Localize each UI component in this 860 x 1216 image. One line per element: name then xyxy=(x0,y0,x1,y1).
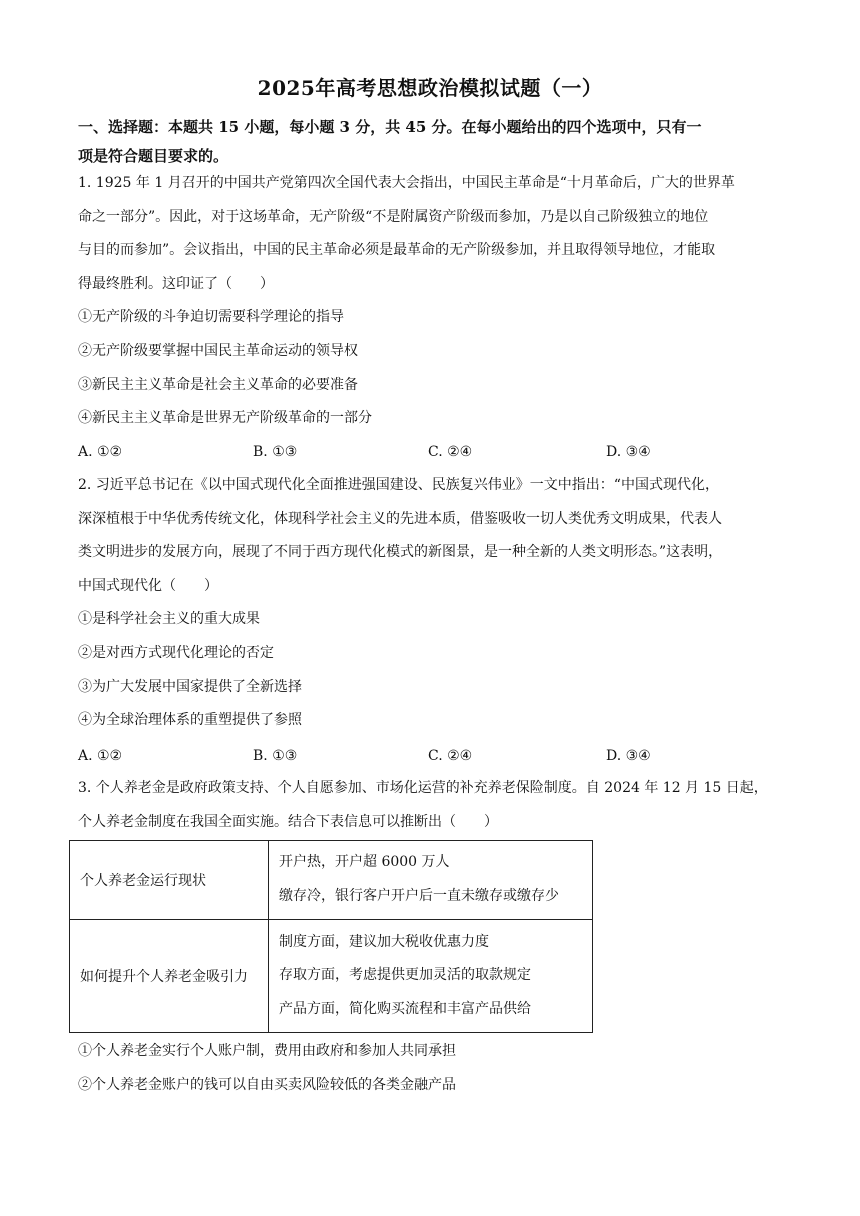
question-3-item: ①个人养老金实行个人账户制，费用由政府和参加人共同承担 xyxy=(78,1043,456,1059)
table-row-label: 如何提升个人养老金吸引力 xyxy=(70,920,269,1033)
option-c[interactable]: C. ②④ xyxy=(428,444,473,460)
question-2-item: ②是对西方式现代化理论的否定 xyxy=(78,644,274,661)
table-row xyxy=(70,841,593,920)
question-3 xyxy=(78,772,790,839)
question-1-stem-line: 命之一部分”。因此，对于这场革命，无产阶级“不是附属资产阶级而参加，乃是以自己阶级独立的地位 xyxy=(78,208,709,225)
table-cell-line: 产品方面，简化购买流程和丰富产品供给 xyxy=(279,1000,531,1017)
table-cell-line: 制度方面，建议加大税收优惠力度 xyxy=(279,933,489,950)
section-heading-line: 项是符合题目要求的。 xyxy=(78,147,229,165)
question-2-options xyxy=(78,739,790,773)
question-1-item: ④新民主主义革命是世界无产阶级革命的一部分 xyxy=(78,410,372,427)
question-1 xyxy=(78,167,790,436)
question-2-item: ①是科学社会主义的重大成果 xyxy=(78,611,260,628)
question-2-item: ④为全球治理体系的重塑提供了参照 xyxy=(78,712,302,729)
question-1-options xyxy=(78,435,790,469)
table-cell-line: 开户热，开户超 6000 万人 xyxy=(279,854,450,871)
option-d[interactable]: D. ③④ xyxy=(606,748,651,764)
question-1-stem-line: 与目的而参加”。会议指出，中国的民主革命必须是最革命的无产阶级参加，并且取得领导地位，才能取 xyxy=(78,242,716,259)
question-2-item: ③为广大发展中国家提供了全新选择 xyxy=(78,678,302,695)
question-1-stem-line: 得最终胜利。这印证了（ ） xyxy=(78,275,274,292)
question-3-item: ②个人养老金账户的钱可以自由买卖风险较低的各类金融产品 xyxy=(78,1076,456,1093)
question-3-stem-line: 3. 个人养老金是政府政策支持、个人自愿参加、市场化运营的补充养老保险制度。自 2024 年 12 月 15 日起， xyxy=(78,780,768,796)
section-heading xyxy=(78,113,790,171)
option-a[interactable]: A. ①② xyxy=(78,444,123,460)
question-2-stem-line: 类文明进步的发展方向，展现了不同于西方现代化模式的新图景，是一种全新的人类文明形态。”这表明， xyxy=(78,544,723,561)
table-row-content xyxy=(269,841,593,920)
option-b[interactable]: B. ①③ xyxy=(253,748,298,764)
question-2-stem-line: 深深植根于中华优秀传统文化，体现科学社会主义的先进本质，借鉴吸收一切人类优秀文明成果，代表人 xyxy=(78,510,722,527)
question-1-item: ①无产阶级的斗争迫切需要科学理论的指导 xyxy=(78,309,344,326)
option-d[interactable]: D. ③④ xyxy=(606,444,651,460)
question-2-stem-line: 中国式现代化（ ） xyxy=(78,577,218,594)
question-3-items xyxy=(78,1035,790,1102)
option-c[interactable]: C. ②④ xyxy=(428,748,473,764)
question-2 xyxy=(78,469,790,738)
question-1-item: ③新民主主义革命是社会主义革命的必要准备 xyxy=(78,376,358,393)
option-a[interactable]: A. ①② xyxy=(78,748,123,764)
question-2-stem-line: 2. 习近平总书记在《以中国式现代化全面推进强国建设、民族复兴伟业》一文中指出：“中国式现代化， xyxy=(78,477,719,493)
table-cell-line: 缴存冷，银行客户开户后一直未缴存或缴存少 xyxy=(279,888,559,904)
table-row-content xyxy=(269,920,593,1033)
table-cell-line: 存取方面，考虑提供更加灵活的取款规定 xyxy=(279,967,531,984)
table-row-label: 个人养老金运行现状 xyxy=(70,841,269,920)
section-heading-line: 一、选择题：本题共 15 小题，每小题 3 分，共 45 分。在每小题给出的四个选项中，只有一 xyxy=(78,118,702,136)
page-title: 2025年高考思想政治模拟试题（一） xyxy=(257,76,603,100)
question-1-stem-line: 1. 1925 年 1 月召开的中国共产党第四次全国代表大会指出，中国民主革命是“十月革命后，广大的世界革 xyxy=(78,175,735,191)
pension-info-table xyxy=(69,840,593,1033)
table-row xyxy=(70,920,593,1033)
question-1-item: ②无产阶级要掌握中国民主革命运动的领导权 xyxy=(78,342,358,359)
question-3-stem-line: 个人养老金制度在我国全面实施。结合下表信息可以推断出（ ） xyxy=(78,813,498,830)
option-b[interactable]: B. ①③ xyxy=(253,444,298,460)
